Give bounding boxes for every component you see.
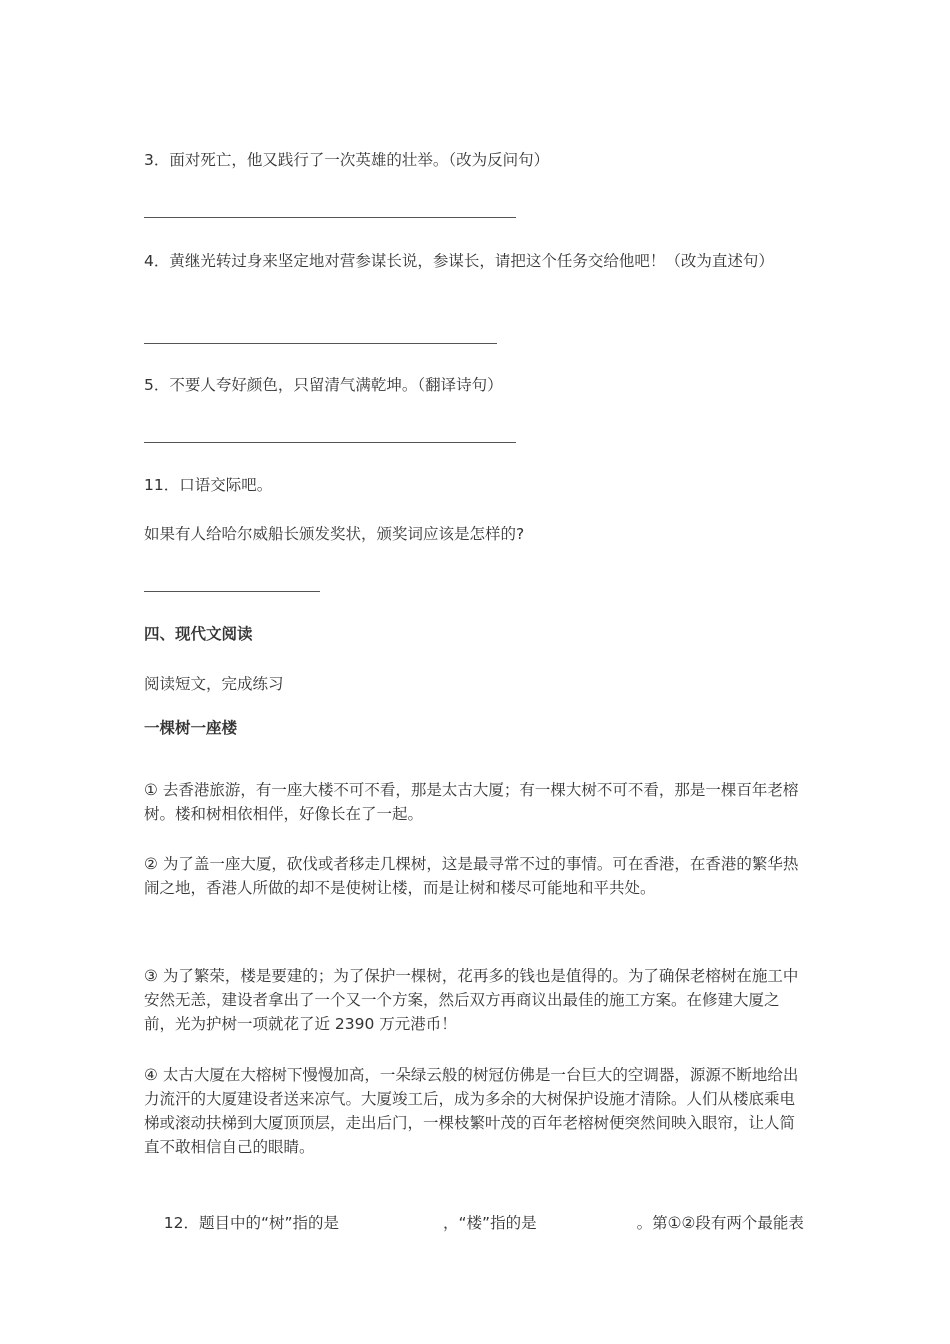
answer-line-q11[interactable] <box>144 591 320 592</box>
answer-line-q5[interactable] <box>144 442 516 443</box>
article-title: 一棵树一座楼 <box>144 719 238 737</box>
answer-line-q3[interactable] <box>144 217 516 218</box>
question-11-title: 11．口语交际吧。 <box>144 476 273 494</box>
question-3: 3．面对死亡，他又践行了一次英雄的壮举。（改为反问句） <box>144 151 550 169</box>
section-heading: 四、现代文阅读 <box>144 625 253 643</box>
question-4: 4．黄继光转过身来坚定地对营参谋长说，参谋长，请把这个任务交给他吧！（改为直述句） <box>144 252 774 270</box>
reading-instruction: 阅读短文，完成练习 <box>144 675 284 693</box>
article-paragraph-4: ④ 太古大厦在大榕树下慢慢加高，一朵绿云般的树冠仿佛是一台巨大的空调器，源源不断地给出力流汗的大厦建设者送来凉气。大厦竣工后，成为多余的大树保护设施才清除。人们从楼底乘电梯或滚动扶梯到大厦顶顶层，走出后门，一棵枝繁叶茂的百年老榕树便突然间映入眼帘，让人简直不敢相信自己的眼睛。 <box>144 1066 799 1156</box>
question-12-part-3: 。第①②段有两个最能表 <box>636 1214 804 1232</box>
question-5: 5．不要人夸好颜色，只留清气满乾坤。（翻译诗句） <box>144 376 503 394</box>
article-paragraph-1: ① 去香港旅游，有一座大楼不可不看，那是太古大厦；有一棵大树不可不看，那是一棵百年老榕树。楼和树相依相伴，好像长在了一起。 <box>144 781 799 823</box>
question-12 <box>144 1187 809 1259</box>
article-paragraph-3: ③ 为了繁荣，楼是要建的；为了保护一棵树，花再多的钱也是值得的。为了确保老榕树在施工中安然无恙，建设者拿出了一个又一个方案，然后双方再商议出最佳的施工方案。在修建大厦之前，光为护树一项就花了近 2390 万元港币！ <box>144 967 799 1033</box>
question-11-prompt: 如果有人给哈尔威船长颁发奖状，颁奖词应该是怎样的? <box>144 525 525 543</box>
answer-line-q4[interactable] <box>144 343 497 344</box>
question-12-part-1: 12．题目中的“树”指的是 <box>163 1214 340 1232</box>
article-paragraph-2: ② 为了盖一座大厦，砍伐或者移走几棵树，这是最寻常不过的事情。可在香港，在香港的繁华热闹之地，香港人所做的却不是使树让楼，而是让树和楼尽可能地和平共处。 <box>144 855 799 897</box>
question-12-part-2: ，“楼”指的是 <box>443 1214 537 1232</box>
